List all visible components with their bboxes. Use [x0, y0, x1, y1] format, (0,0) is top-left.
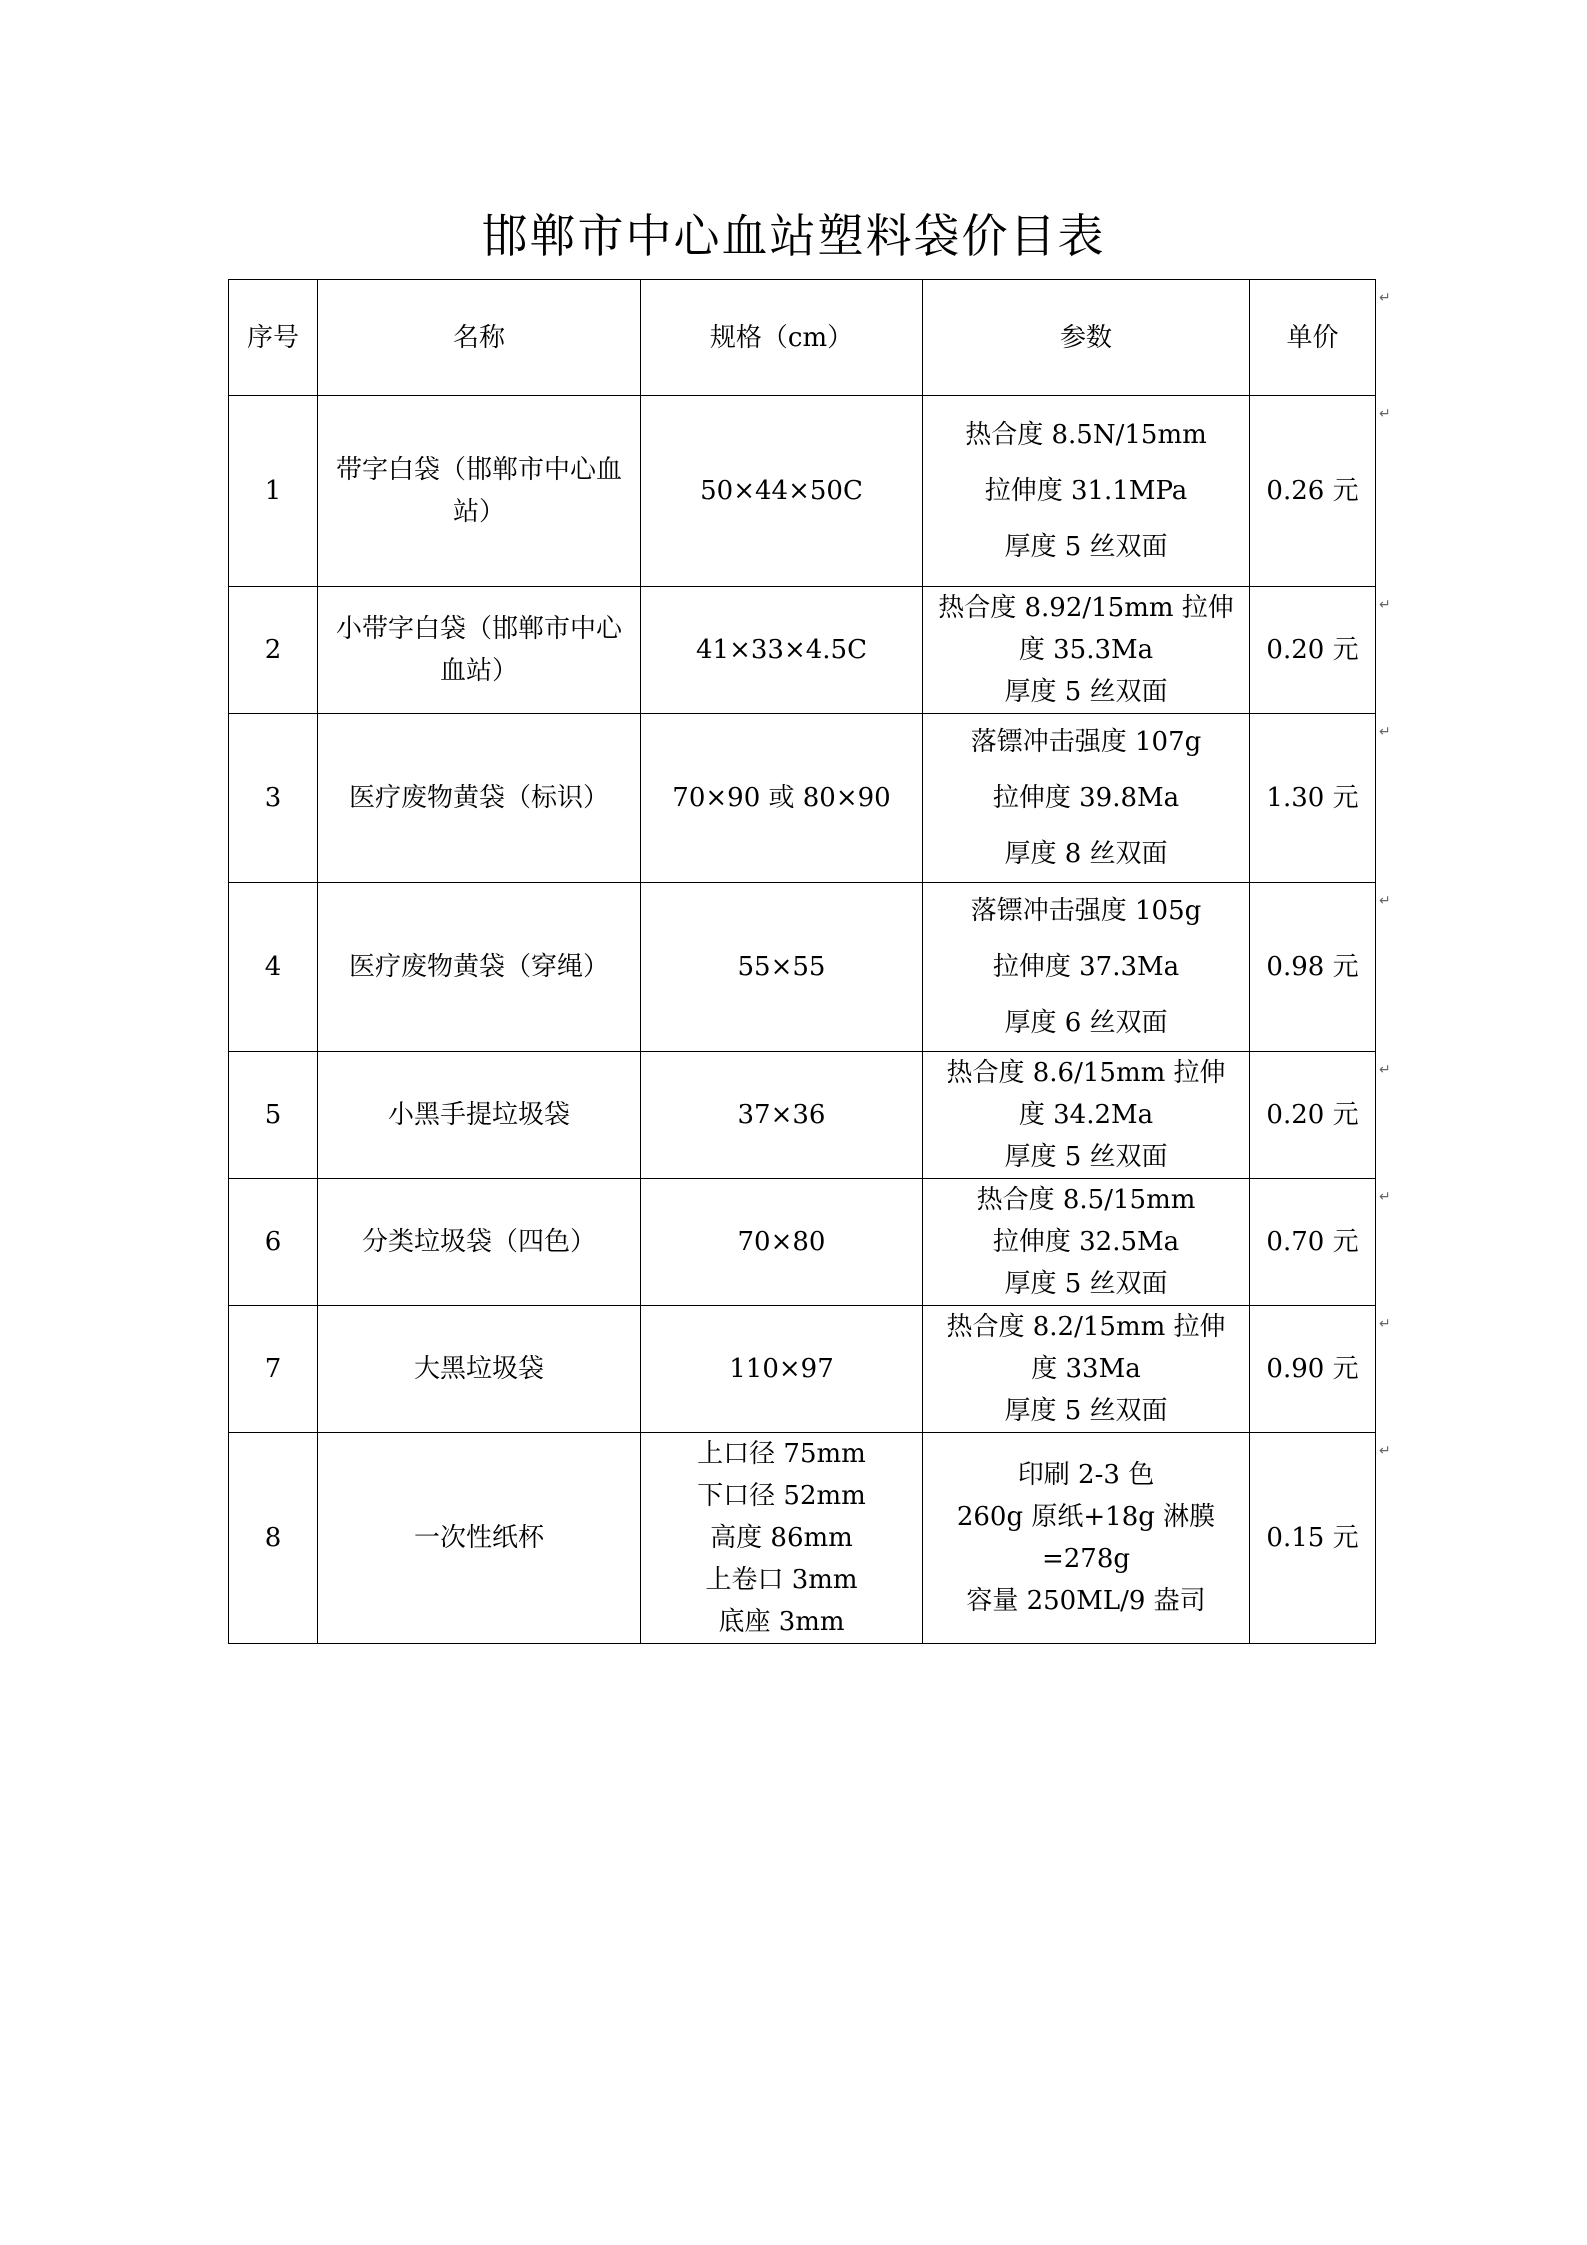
row-params: [923, 1179, 1250, 1306]
header-params: 参数: [923, 280, 1250, 396]
row-spec: 70×80: [641, 1179, 923, 1306]
param-line: 厚度 5 丝双面: [1004, 677, 1168, 707]
row-no: 6: [229, 1179, 318, 1306]
row-params: [923, 396, 1250, 587]
table-row: [229, 396, 1376, 587]
row-params: [923, 883, 1250, 1052]
param-line: 落镖冲击强度 107g: [970, 727, 1202, 757]
param-line: 热合度 8.6/15mm 拉伸度 34.2Ma: [946, 1058, 1226, 1130]
row-no: 5: [229, 1052, 318, 1179]
row-price: 1.30 元: [1250, 714, 1376, 883]
param-line: 容量 250ML/9 盎司: [966, 1586, 1206, 1616]
page-title: 邯郸市中心血站塑料袋价目表: [481, 209, 1106, 263]
row-params: [923, 587, 1250, 714]
table-row: [229, 883, 1376, 1052]
row-name: 医疗废物黄袋（标识）: [318, 714, 641, 883]
paragraph-mark-icon: ↵: [1379, 597, 1391, 613]
header-row: [229, 280, 1376, 396]
paragraph-mark-icon: ↵: [1379, 893, 1391, 909]
paragraph-mark-icon: ↵: [1379, 290, 1391, 306]
row-price: 0.20 元: [1250, 587, 1376, 714]
paragraph-mark-icon: ↵: [1379, 1316, 1391, 1332]
param-line: 拉伸度 32.5Ma: [992, 1227, 1180, 1257]
row-name: 带字白袋（邯郸市中心血站）: [318, 396, 641, 587]
header-spec: 规格（cm）: [641, 280, 923, 396]
row-spec: 70×90 或 80×90: [641, 714, 923, 883]
param-line: 热合度 8.5N/15mm: [965, 420, 1207, 450]
param-line: 落镖冲击强度 105g: [970, 896, 1202, 926]
row-name: 分类垃圾袋（四色）: [318, 1179, 641, 1306]
row-price: 0.90 元: [1250, 1306, 1376, 1433]
paragraph-mark-icon: ↵: [1379, 1189, 1391, 1205]
row-spec: 50×44×50C: [641, 396, 923, 587]
row-spec: 41×33×4.5C: [641, 587, 923, 714]
row-name: 大黑垃圾袋: [318, 1306, 641, 1433]
row-price: 0.26 元: [1250, 396, 1376, 587]
table-row: [229, 1433, 1376, 1644]
row-spec: 37×36: [641, 1052, 923, 1179]
row-spec: [641, 1433, 923, 1644]
param-line: 拉伸度 39.8Ma: [992, 783, 1180, 813]
param-line: 厚度 6 丝双面: [1004, 1008, 1168, 1038]
row-name: 小黑手提垃圾袋: [318, 1052, 641, 1179]
paragraph-mark-icon: ↵: [1379, 1443, 1391, 1459]
spec-line: 下口径 52mm: [697, 1481, 866, 1511]
row-price: 0.98 元: [1250, 883, 1376, 1052]
param-line: 厚度 5 丝双面: [1004, 1142, 1168, 1172]
row-params: [923, 1306, 1250, 1433]
table-row: [229, 1179, 1376, 1306]
table-row: [229, 587, 1376, 714]
spec-line: 底座 3mm: [718, 1607, 845, 1637]
spec-line: 高度 86mm: [710, 1523, 853, 1553]
param-line: 厚度 5 丝双面: [1004, 532, 1168, 562]
table-row: [229, 1306, 1376, 1433]
row-no: 8: [229, 1433, 318, 1644]
price-table: [228, 279, 1376, 1644]
spec-line: 上卷口 3mm: [705, 1565, 858, 1595]
param-line: 厚度 5 丝双面: [1004, 1269, 1168, 1299]
header-name: 名称: [318, 280, 641, 396]
row-name: 小带字白袋（邯郸市中心血站）: [318, 587, 641, 714]
row-no: 4: [229, 883, 318, 1052]
paragraph-mark-icon: ↵: [1379, 724, 1391, 740]
row-price: 0.20 元: [1250, 1052, 1376, 1179]
header-no: 序号: [229, 280, 318, 396]
param-line: 260g 原纸+18g 淋膜=278g: [956, 1502, 1216, 1574]
param-line: 热合度 8.5/15mm: [976, 1185, 1196, 1215]
param-line: 热合度 8.92/15mm 拉伸度 35.3Ma: [938, 593, 1234, 665]
row-spec: 110×97: [641, 1306, 923, 1433]
row-params: [923, 1433, 1250, 1644]
param-line: 拉伸度 37.3Ma: [992, 952, 1180, 982]
paragraph-mark-icon: ↵: [1379, 406, 1391, 422]
row-no: 7: [229, 1306, 318, 1433]
row-name: 一次性纸杯: [318, 1433, 641, 1644]
param-line: 热合度 8.2/15mm 拉伸度 33Ma: [946, 1312, 1226, 1384]
header-price: 单价: [1250, 280, 1376, 396]
row-no: 3: [229, 714, 318, 883]
param-line: 厚度 5 丝双面: [1004, 1396, 1168, 1426]
table-row: [229, 714, 1376, 883]
row-price: 0.15 元: [1250, 1433, 1376, 1644]
paragraph-mark-icon: ↵: [1379, 1062, 1391, 1078]
row-no: 2: [229, 587, 318, 714]
param-line: 印刷 2-3 色: [1017, 1460, 1155, 1490]
param-line: 拉伸度 31.1MPa: [984, 476, 1188, 506]
row-params: [923, 714, 1250, 883]
row-name: 医疗废物黄袋（穿绳）: [318, 883, 641, 1052]
table-row: [229, 1052, 1376, 1179]
row-spec: 55×55: [641, 883, 923, 1052]
row-params: [923, 1052, 1250, 1179]
row-price: 0.70 元: [1250, 1179, 1376, 1306]
param-line: 厚度 8 丝双面: [1004, 839, 1168, 869]
row-no: 1: [229, 396, 318, 587]
spec-line: 上口径 75mm: [697, 1439, 866, 1469]
